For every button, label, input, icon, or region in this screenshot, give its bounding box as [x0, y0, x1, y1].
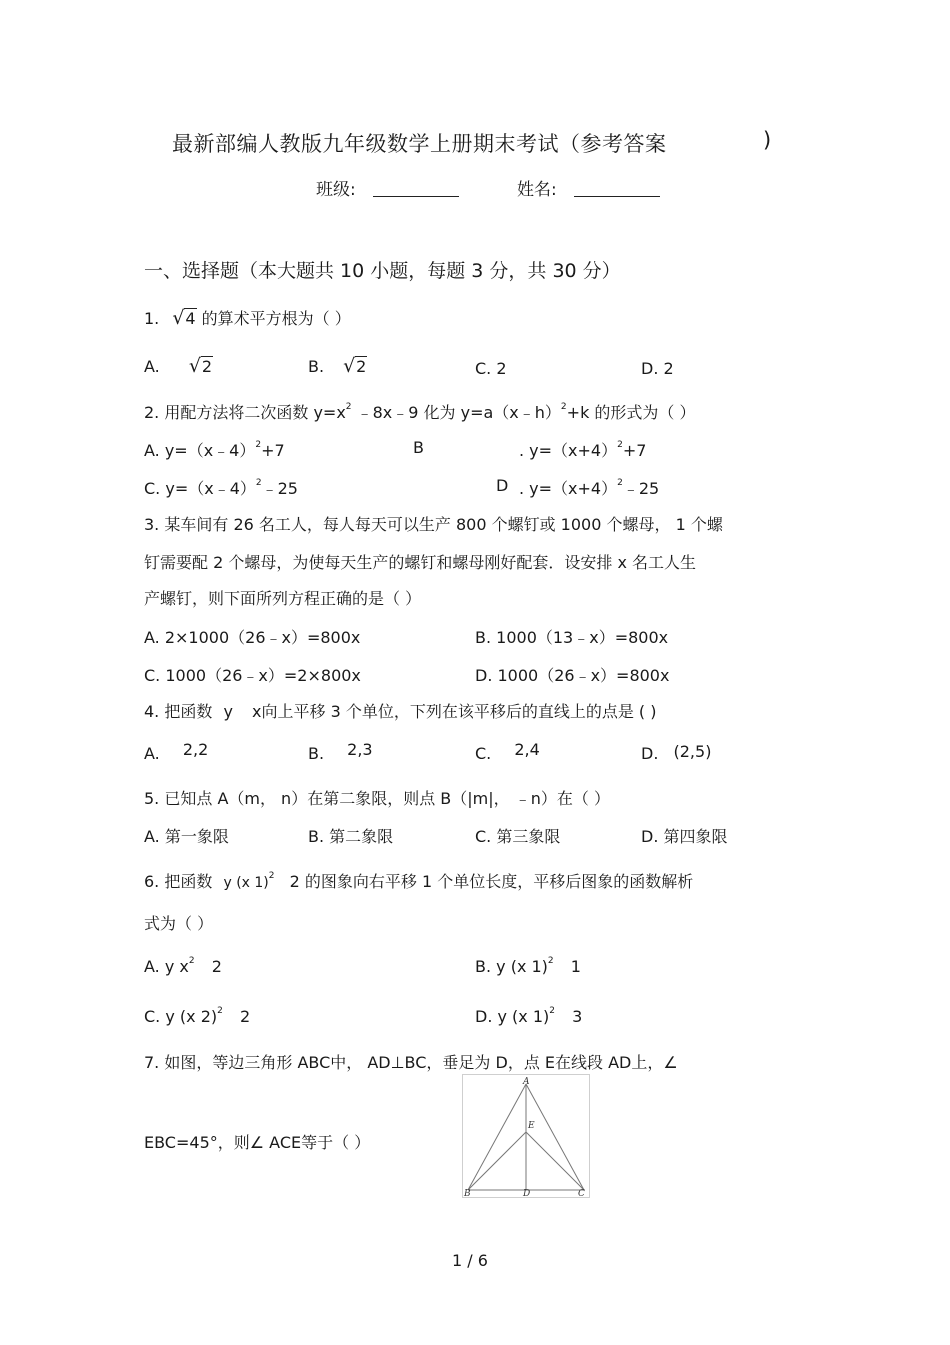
option-text: +7 [622, 441, 647, 460]
option-c: C. 第三象限 [475, 827, 561, 846]
question-text: ﹣8x﹣9 化为 y=a（x﹣h） [351, 403, 561, 422]
page-title: 最新部编人教版九年级数学上册期末考试（参考答案 [172, 132, 667, 156]
option-b: B. 第二象限 [308, 827, 394, 846]
superscript: 2 [345, 402, 352, 412]
option-a [144, 438, 285, 461]
option-d: D. 第四象限 [641, 827, 728, 846]
segment-be [468, 1132, 526, 1190]
superscript: 2 [617, 440, 623, 450]
option-b: B. 1000（13﹣x）=800x [475, 628, 669, 647]
option-label: A. [144, 744, 160, 763]
radicand: 2 [356, 357, 367, 376]
side-ab [468, 1084, 526, 1190]
option-d-label: D [496, 476, 509, 495]
math-var: x [252, 702, 262, 721]
option-c: C. 1000（26﹣x）=2×800x [144, 666, 361, 685]
question-text: +k 的形式为（ ） [566, 403, 696, 422]
question-1 [144, 306, 351, 329]
question-5: 5. 已知点 A（m， n）在第二象限，则点 B（|m|， ﹣n）在（ ） [144, 789, 610, 808]
question-text: 的算术平方根为（ ） [201, 309, 351, 328]
sqrt-expression: √ 4 [172, 307, 196, 329]
option-d [475, 1006, 582, 1026]
question-text: 2 的图象向右平移 1 个单位长度，平移后图象的函数解析 [289, 872, 694, 891]
option-text: +7 [261, 441, 285, 460]
question-7-line-1: 7. 如图，等边三角形 ABC中， AD⊥BC，垂足为 D，点 E在线段 AD上，∠ [144, 1053, 678, 1072]
question-4 [144, 699, 657, 722]
option-text: C. y (x 2) [144, 1007, 218, 1026]
option-text: A. y=（x﹣4） [144, 441, 256, 460]
superscript: 2 [188, 956, 195, 966]
label-c: C [578, 1189, 585, 1198]
option-b [308, 740, 373, 763]
question-text: 4. 把函数 [144, 702, 213, 721]
option-d: D. 2 [641, 359, 674, 378]
question-3-line-3: 产螺钉，则下面所列方程正确的是（ ） [144, 589, 422, 608]
option-text: ﹣25 [622, 479, 660, 498]
option-b-label: B [413, 438, 424, 457]
option-b [308, 357, 367, 376]
question-text: 2. 用配方法将二次函数 y=x [144, 403, 346, 422]
superscript: 2 [617, 478, 623, 488]
option-text: 1 [570, 957, 581, 976]
option-d [519, 476, 659, 499]
superscript: 2 [549, 1006, 555, 1016]
question-text: 向上平移 3 个单位，下列在该平移后的直线上的点是 ( ) [261, 702, 657, 721]
label-d: D [523, 1189, 531, 1198]
option-a: A. 第一象限 [144, 827, 229, 846]
superscript: 2 [217, 1006, 223, 1016]
option-a [144, 956, 222, 976]
option-text: D. y (x 1) [475, 1007, 550, 1026]
radicand: 2 [201, 357, 213, 376]
superscript: 2 [268, 871, 275, 881]
superscript: 2 [255, 440, 262, 450]
option-text: 2,3 [347, 740, 373, 759]
option-label: C. [475, 744, 492, 763]
option-text: B. y (x 1) [475, 957, 548, 976]
option-label: D. [641, 744, 659, 763]
name-blank [574, 178, 660, 197]
option-c [475, 740, 540, 763]
option-label: A. [144, 357, 160, 376]
superscript: 2 [560, 402, 567, 412]
option-c: C. 2 [475, 359, 507, 378]
option-text: . y=（x+4） [519, 479, 618, 498]
option-d [641, 744, 711, 763]
label-e: E [528, 1121, 535, 1131]
option-text: 2,2 [182, 740, 209, 759]
option-b [475, 956, 581, 976]
option-a: A. 2×1000（26﹣x）=800x [144, 628, 361, 647]
class-blank [373, 178, 459, 197]
option-text: (2,5) [673, 742, 712, 761]
question-6 [144, 869, 693, 892]
class-field [316, 175, 459, 200]
triangle-figure [462, 1074, 590, 1198]
question-number: 1. [144, 309, 160, 328]
title-close-paren: ) [763, 128, 772, 152]
question-6-line-2: 式为（ ） [144, 914, 214, 933]
option-text: C. y=（x﹣4） [144, 479, 256, 498]
option-label: B. [308, 357, 325, 376]
label-b: B [464, 1189, 471, 1198]
side-ac [526, 1084, 584, 1190]
label-a: A [523, 1077, 530, 1087]
option-text: . y=（x+4） [519, 441, 618, 460]
question-text: 6. 把函数 [144, 872, 213, 891]
question-2 [144, 400, 696, 423]
option-a [144, 357, 213, 376]
superscript: 2 [547, 956, 554, 966]
option-text: A. y x [144, 957, 189, 976]
option-label: B. [308, 744, 325, 763]
class-label: 班级: [316, 180, 356, 200]
superscript: 2 [255, 478, 262, 488]
segment-ce [526, 1132, 584, 1190]
question-3-line-2: 钉需要配 2 个螺母，为使每天生产的螺钉和螺母刚好配套．设安排 x 名工人生 [144, 553, 696, 572]
radicand: 4 [185, 309, 196, 328]
page-number: 1 / 6 [452, 1251, 488, 1270]
option-c [144, 476, 298, 499]
math-var: y [223, 702, 233, 721]
option-d: D. 1000（26﹣x）=800x [475, 666, 670, 685]
option-text: ﹣25 [261, 479, 298, 498]
question-7-line-2: EBC=45°，则∠ ACE等于（ ） [144, 1133, 371, 1152]
option-text: 2,4 [514, 740, 540, 759]
option-text: 2 [239, 1007, 251, 1026]
option-text: 2 [211, 957, 222, 976]
option-b [519, 438, 646, 461]
sqrt-expression: √ 2 [343, 355, 367, 377]
section-heading: 一、选择题（本大题共 10 小题，每题 3 分，共 30 分） [144, 260, 621, 282]
name-label: 姓名: [517, 180, 557, 200]
question-3-line-1: 3. 某车间有 26 名工人，每人每天可以生产 800 个螺钉或 1000 个螺母， 1 个螺 [144, 515, 723, 534]
option-text: 3 [572, 1007, 583, 1026]
name-field [517, 175, 660, 200]
sqrt-expression: √ 2 [188, 355, 213, 377]
math-expression: y (x 1) [223, 875, 269, 891]
option-c [144, 1006, 250, 1026]
option-a [144, 740, 209, 763]
